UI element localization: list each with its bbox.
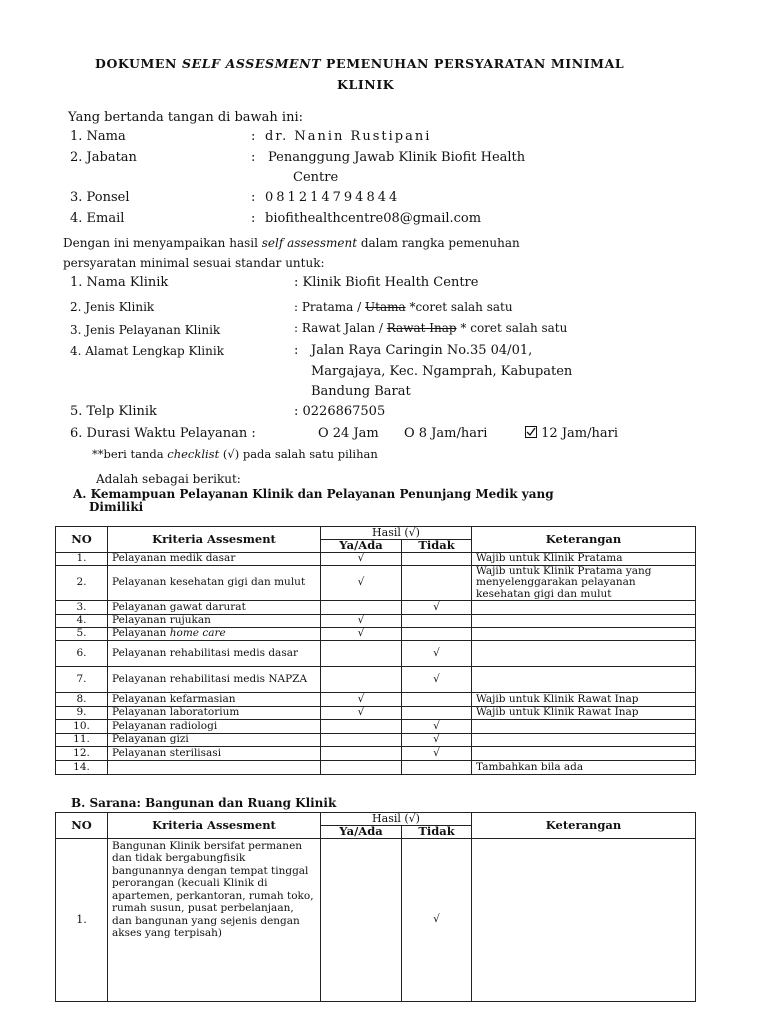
signer-jabatan-colon: : xyxy=(251,150,256,165)
row-keterangan xyxy=(472,720,696,734)
kriteria-text: Pelayanan xyxy=(112,627,170,640)
section-a-table xyxy=(55,526,696,775)
row-number: 10. xyxy=(56,720,108,734)
row-keterangan: Tambahkan bila ada xyxy=(472,761,696,775)
signer-name-value: dr. Nanin Rustipani xyxy=(265,129,432,144)
row-kriteria: Pelayanan sterilisasi xyxy=(108,747,321,761)
signer-name-colon: : xyxy=(251,129,256,144)
checked-box-icon xyxy=(525,426,537,438)
section-a-title-cont: Dimiliki xyxy=(89,500,144,514)
row-tidak-check: √ xyxy=(402,720,472,734)
row-keterangan: Wajib untuk Klinik Rawat Inap xyxy=(472,693,696,707)
row-kriteria: Pelayanan kefarmasian xyxy=(108,693,321,707)
table-row xyxy=(56,628,696,641)
row-tidak-check xyxy=(402,565,472,601)
row-kriteria xyxy=(108,628,321,641)
row-number: 14. xyxy=(56,761,108,775)
row-keterangan xyxy=(472,601,696,615)
row-ya-check xyxy=(321,761,402,775)
clinic-name-value: : Klinik Biofit Health Centre xyxy=(294,275,479,290)
row-ya-check xyxy=(321,838,402,1001)
checklist-note: **beri tanda checklist (√) pada salah satu pilihan xyxy=(92,447,378,461)
row-number: 5. xyxy=(56,628,108,641)
table-row xyxy=(56,734,696,747)
duration-option-8[interactable]: O 8 Jam/hari xyxy=(404,426,488,441)
header-kriteria: Kriteria Assesment xyxy=(108,527,321,553)
statement-line2: persyaratan minimal sesuai standar untuk: xyxy=(63,256,325,270)
signer-ponsel-label: 3. Ponsel xyxy=(70,190,130,205)
statement-line1: Dengan ini menyampaikan hasil self assessment dalam rangka pemenuhan xyxy=(63,236,520,250)
table-row xyxy=(56,667,696,693)
signer-email-label: 4. Email xyxy=(70,211,125,226)
row-tidak-check: √ xyxy=(402,641,472,667)
duration-option-12[interactable]: 12 Jam/hari xyxy=(525,426,618,441)
row-tidak-check xyxy=(402,552,472,565)
header-ya: Ya/Ada xyxy=(321,540,402,553)
row-tidak-check: √ xyxy=(402,747,472,761)
row-tidak-check: √ xyxy=(402,838,472,1001)
row-ya-check: √ xyxy=(321,565,402,601)
section-a-title: A. Kemampuan Pelayanan Klinik dan Pelayanan Penunjang Medik yang xyxy=(73,487,554,501)
row-ya-check: √ xyxy=(321,552,402,565)
header-no: NO xyxy=(56,813,108,839)
row-ya-check xyxy=(321,601,402,615)
address-label: 4. Alamat Lengkap Klinik xyxy=(70,344,224,358)
row-number: 1. xyxy=(56,838,108,1001)
row-kriteria: Pelayanan rehabilitasi medis dasar xyxy=(108,641,321,667)
row-kriteria: Bangunan Klinik bersifat permanen dan tidak bergabungfisik bangunannya dengan tempat tinggal perorangan (kecuali Klinik di apartemen, perkantoran, rumah toko, rumah susun, pusat perbelanjaan, dan bangunan yang sejenis dengan akses yang terpisah) xyxy=(108,838,321,1001)
header-ya: Ya/Ada xyxy=(321,826,402,839)
signer-name-label: 1. Nama xyxy=(70,129,126,144)
document-title-line1: DOKUMEN SELF ASSESMENT PEMENUHAN PERSYARATAN MINIMAL xyxy=(95,56,625,71)
header-tidak: Tidak xyxy=(402,540,472,553)
signer-jabatan-value: Penanggung Jawab Klinik Biofit Health xyxy=(268,150,526,165)
header-no: NO xyxy=(56,527,108,553)
service-type-label: 3. Jenis Pelayanan Klinik xyxy=(70,323,221,337)
row-keterangan: Wajib untuk Klinik Rawat Inap xyxy=(472,707,696,720)
address-line3: Bandung Barat xyxy=(311,384,411,399)
address-line1: Jalan Raya Caringin No.35 04/01, xyxy=(311,343,533,358)
row-keterangan: Wajib untuk Klinik Pratama xyxy=(472,552,696,565)
row-tidak-check xyxy=(402,628,472,641)
row-ya-check xyxy=(321,641,402,667)
table-row xyxy=(56,693,696,707)
clinic-type-label: 2. Jenis Klinik xyxy=(70,300,155,314)
row-number: 9. xyxy=(56,707,108,720)
phone-value: : 0226867505 xyxy=(294,404,386,419)
clinic-type-value: : Pratama / Utama *coret salah satu xyxy=(294,300,513,314)
table-row xyxy=(56,615,696,628)
row-kriteria: Pelayanan rujukan xyxy=(108,615,321,628)
table-row xyxy=(56,747,696,761)
signer-email-value: biofithealthcentre08@gmail.com xyxy=(265,211,482,226)
table-row xyxy=(56,707,696,720)
row-kriteria: Pelayanan radiologi xyxy=(108,720,321,734)
row-number: 6. xyxy=(56,641,108,667)
address-colon: : xyxy=(294,343,299,358)
kriteria-italic-text: home care xyxy=(169,627,226,640)
row-tidak-check xyxy=(402,707,472,720)
header-keterangan: Keterangan xyxy=(472,527,696,553)
clinic-name-label: 1. Nama Klinik xyxy=(70,275,169,290)
row-keterangan xyxy=(472,615,696,628)
row-tidak-check: √ xyxy=(402,667,472,693)
row-number: 3. xyxy=(56,601,108,615)
signer-email-colon: : xyxy=(251,211,256,226)
header-hasil: Hasil (√) xyxy=(321,527,472,540)
intro-text: Yang bertanda tangan di bawah ini: xyxy=(68,110,303,125)
row-keterangan xyxy=(472,641,696,667)
row-keterangan xyxy=(472,838,696,1001)
phone-label: 5. Telp Klinik xyxy=(70,404,157,419)
row-tidak-check xyxy=(402,615,472,628)
header-kriteria: Kriteria Assesment xyxy=(108,813,321,839)
row-ya-check: √ xyxy=(321,628,402,641)
row-kriteria: Pelayanan gawat darurat xyxy=(108,601,321,615)
signer-ponsel-colon: : xyxy=(251,190,256,205)
table-row xyxy=(56,838,696,1001)
duration-option-24[interactable]: O 24 Jam xyxy=(318,426,379,441)
section-b-table xyxy=(55,812,696,1002)
table-row xyxy=(56,641,696,667)
row-ya-check: √ xyxy=(321,707,402,720)
row-kriteria: Pelayanan medik dasar xyxy=(108,552,321,565)
row-keterangan: Wajib untuk Klinik Pratama yang menyelenggarakan pelayanan kesehatan gigi dan mulut xyxy=(472,565,696,601)
row-ya-check xyxy=(321,747,402,761)
table-row xyxy=(56,720,696,734)
adalah-text: Adalah sebagai berikut: xyxy=(96,472,241,486)
row-kriteria xyxy=(108,761,321,775)
row-kriteria: Pelayanan rehabilitasi medis NAPZA xyxy=(108,667,321,693)
row-number: 8. xyxy=(56,693,108,707)
service-type-value: : Rawat Jalan / Rawat Inap * coret salah satu xyxy=(294,321,568,335)
row-tidak-check: √ xyxy=(402,601,472,615)
row-ya-check: √ xyxy=(321,693,402,707)
document-title-line2: KLINIK xyxy=(337,77,395,92)
row-keterangan xyxy=(472,734,696,747)
row-keterangan xyxy=(472,667,696,693)
row-ya-check xyxy=(321,667,402,693)
row-number: 12. xyxy=(56,747,108,761)
row-kriteria: Pelayanan gizi xyxy=(108,734,321,747)
row-number: 1. xyxy=(56,552,108,565)
row-kriteria: Pelayanan laboratorium xyxy=(108,707,321,720)
table-row xyxy=(56,761,696,775)
row-keterangan xyxy=(472,747,696,761)
section-b-title: B. Sarana: Bangunan dan Ruang Klinik xyxy=(71,796,337,810)
signer-jabatan-label: 2. Jabatan xyxy=(70,150,137,165)
header-hasil: Hasil (√) xyxy=(321,813,472,826)
row-number: 4. xyxy=(56,615,108,628)
row-kriteria: Pelayanan kesehatan gigi dan mulut xyxy=(108,565,321,601)
row-ya-check: √ xyxy=(321,615,402,628)
row-tidak-check: √ xyxy=(402,734,472,747)
table-row xyxy=(56,565,696,601)
row-keterangan xyxy=(472,628,696,641)
signer-jabatan-value-cont: Centre xyxy=(293,170,339,185)
row-ya-check xyxy=(321,734,402,747)
signer-ponsel-value: 081214794844 xyxy=(265,190,401,205)
duration-label: 6. Durasi Waktu Pelayanan : xyxy=(70,426,256,441)
row-tidak-check xyxy=(402,693,472,707)
row-number: 11. xyxy=(56,734,108,747)
table-row xyxy=(56,552,696,565)
row-number: 7. xyxy=(56,667,108,693)
row-ya-check xyxy=(321,720,402,734)
row-tidak-check xyxy=(402,761,472,775)
header-tidak: Tidak xyxy=(402,826,472,839)
table-row xyxy=(56,601,696,615)
row-number: 2. xyxy=(56,565,108,601)
header-keterangan: Keterangan xyxy=(472,813,696,839)
address-line2: Margajaya, Kec. Ngamprah, Kabupaten xyxy=(311,364,573,379)
